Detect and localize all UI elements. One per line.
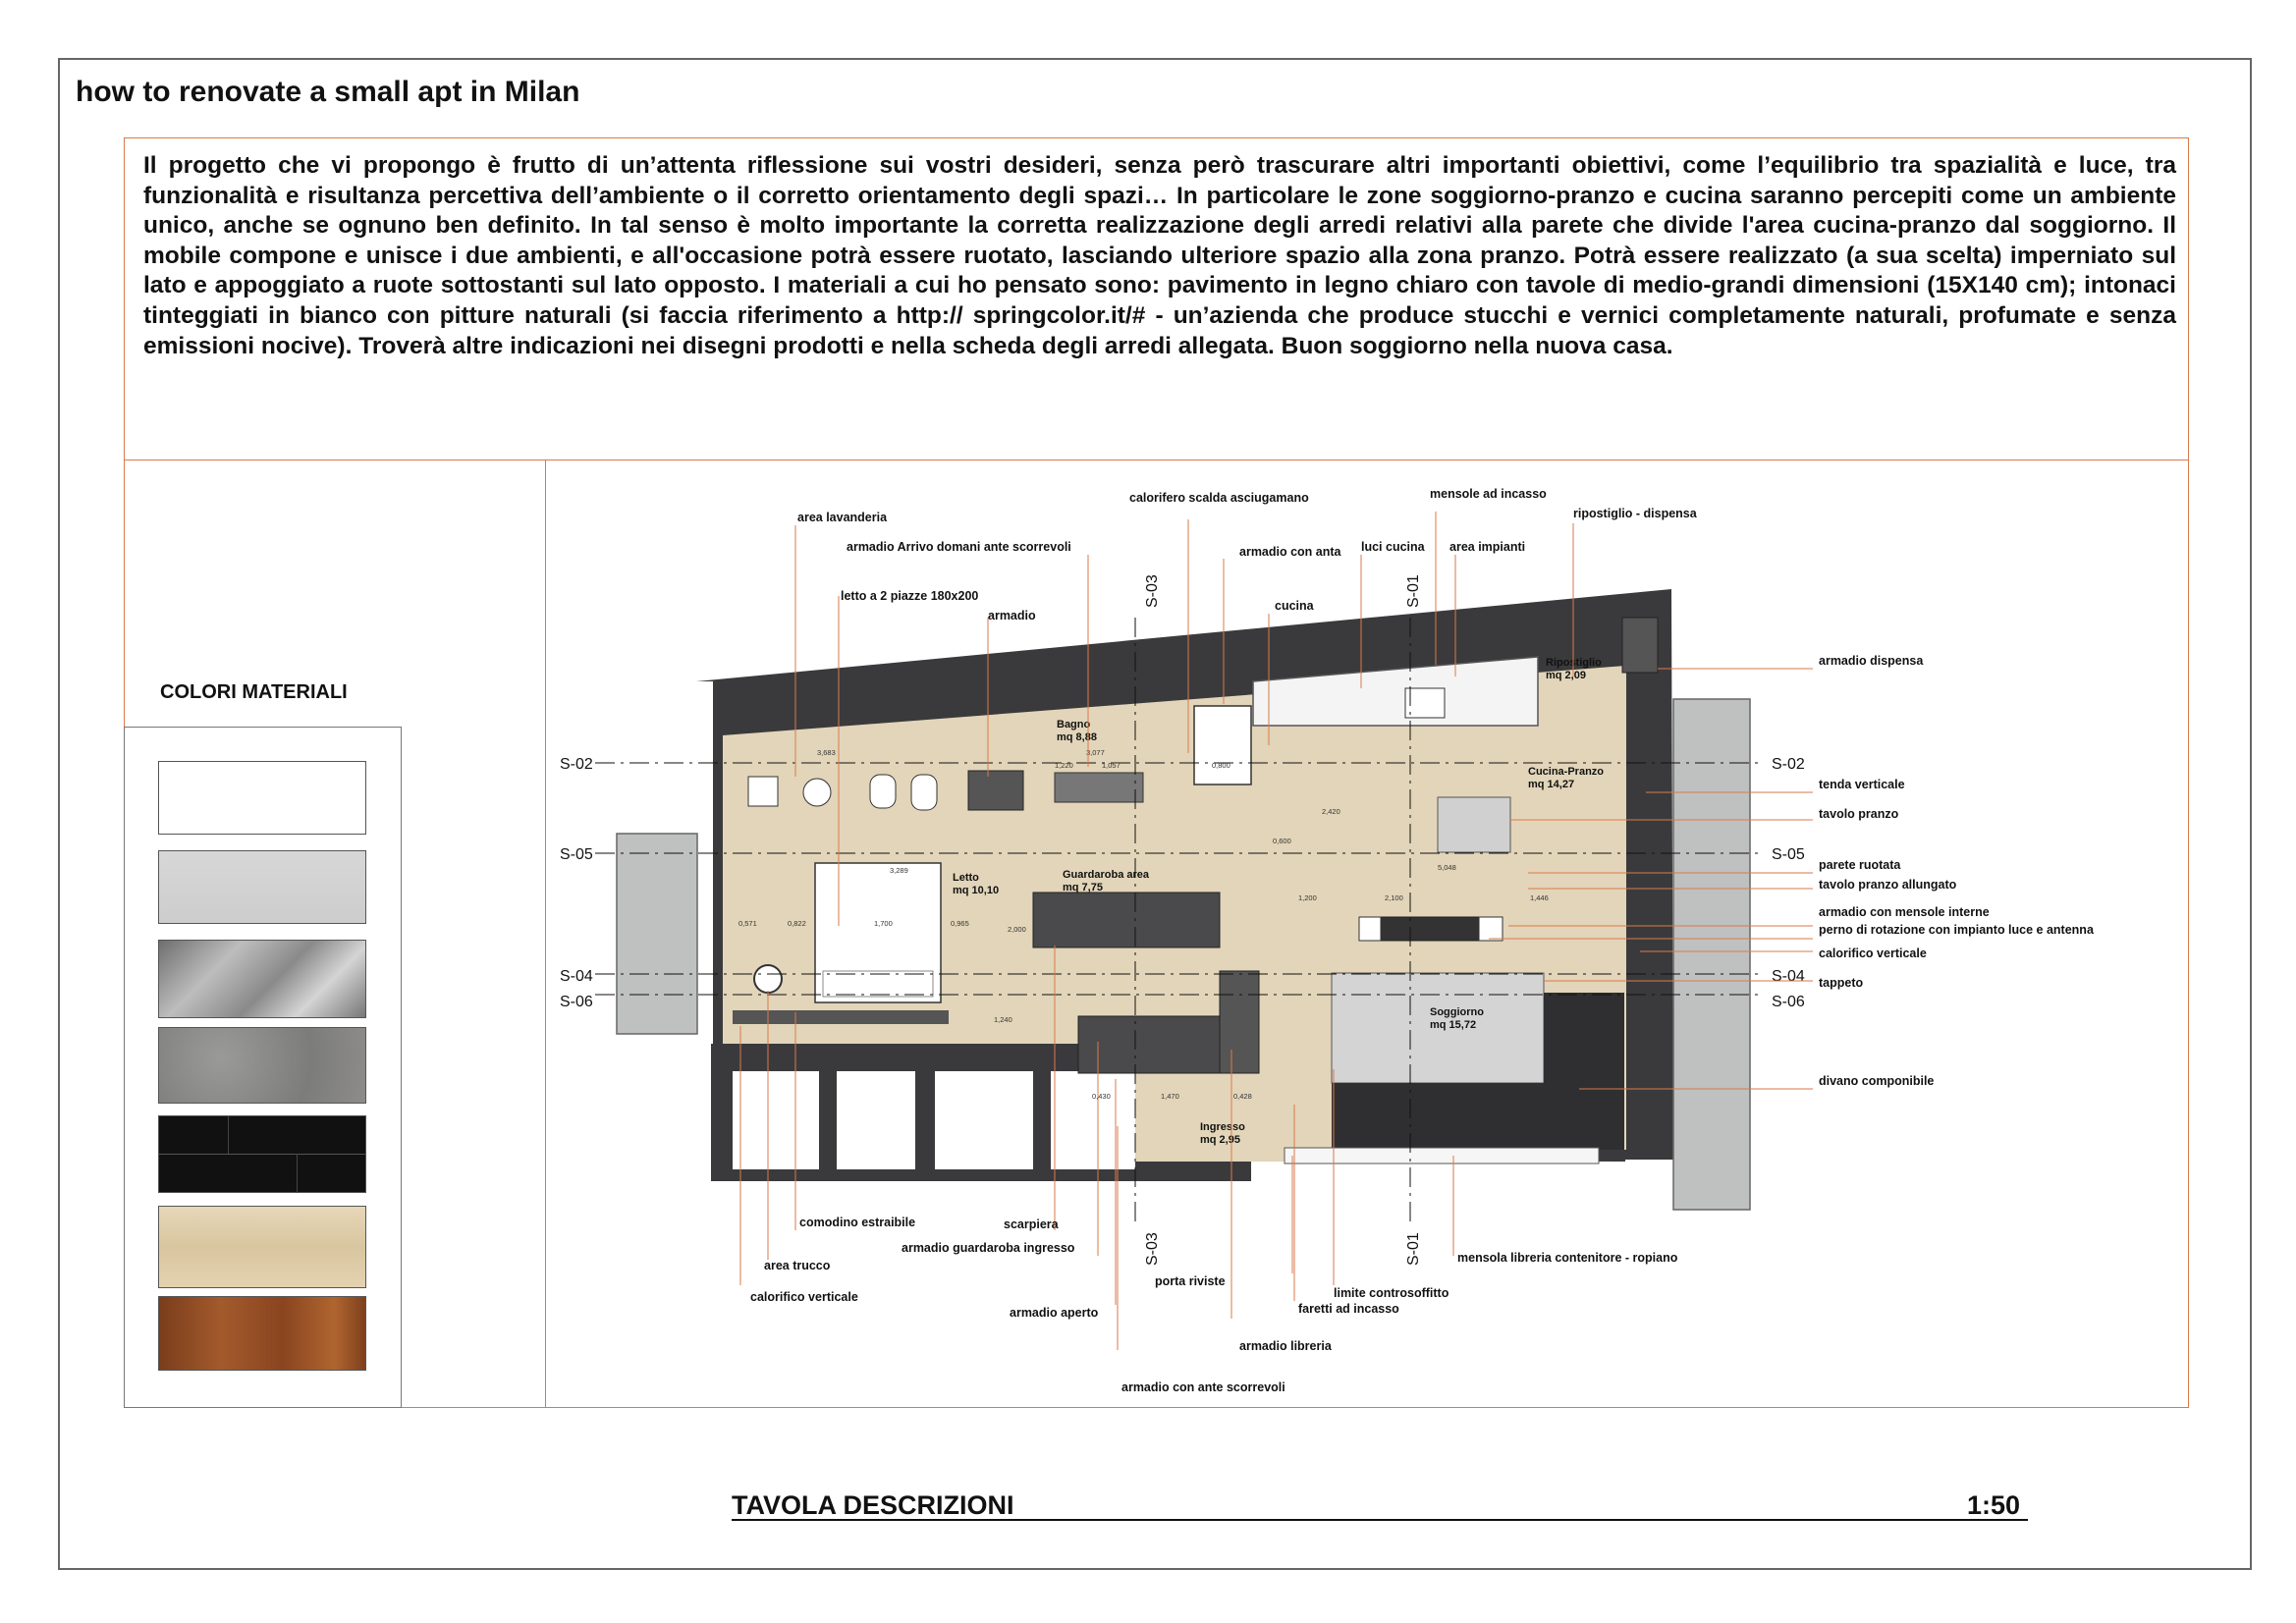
section-label-s05-right: S-05	[1772, 846, 1805, 863]
section-label-s04-right: S-04	[1772, 968, 1805, 985]
dim-1057: 1,057	[1102, 761, 1121, 770]
rotating-pivot	[1359, 917, 1381, 941]
label-calorifico-l: calorifico verticale	[750, 1290, 858, 1304]
materials-heading: COLORI MATERIALI	[160, 681, 348, 703]
room-ingresso: Ingresso	[1200, 1121, 1245, 1133]
dim-1470: 1,470	[1161, 1092, 1179, 1101]
dim-2420: 2,420	[1322, 807, 1340, 816]
room-letto: Letto	[953, 872, 979, 884]
dim-3289: 3,289	[890, 866, 908, 875]
rotating-end	[1479, 917, 1503, 941]
bidet	[870, 775, 896, 808]
section-label-s02-left: S-02	[560, 756, 593, 773]
dim-3683: 3,683	[817, 748, 836, 757]
room-guardaroba-area: mq 7,75	[1063, 882, 1103, 893]
bath-counter	[1055, 773, 1143, 802]
sofa-seat	[1332, 1083, 1624, 1150]
label-letto-piazze: letto a 2 piazze 180x200	[841, 589, 979, 603]
label-area-impianti: area impianti	[1449, 540, 1526, 554]
swatch-walnut	[158, 1296, 366, 1371]
dim-2000: 2,000	[1008, 925, 1026, 934]
niche-1	[733, 1071, 819, 1169]
label-cucina: cucina	[1275, 599, 1314, 613]
balcony-right	[1673, 699, 1750, 1210]
room-ingresso-area: mq 2,95	[1200, 1134, 1240, 1146]
section-label-s05-left: S-05	[560, 846, 593, 863]
label-ante-scorrevoli: armadio con ante scorrevoli	[1121, 1380, 1285, 1394]
bed-pillow	[823, 971, 933, 997]
swatch-light-oak	[158, 1206, 366, 1288]
label-armadio-mensole: armadio con mensole interne	[1819, 905, 1990, 919]
room-guardaroba: Guardaroba area	[1063, 869, 1150, 881]
label-luci-cucina: luci cucina	[1361, 540, 1425, 554]
section-label-s06-right: S-06	[1772, 994, 1805, 1010]
label-porta-riviste: porta riviste	[1155, 1274, 1226, 1288]
floor-plan	[546, 460, 2182, 1405]
label-mensole-incasso: mensole ad incasso	[1430, 487, 1547, 501]
room-soggiorno-area: mq 15,72	[1430, 1019, 1477, 1031]
pantry-cabinet	[1622, 618, 1658, 673]
label-calorifero-scalda: calorifero scalda asciugamano	[1129, 491, 1309, 505]
dim-5048: 5,048	[1438, 863, 1456, 872]
balcony-left	[617, 834, 697, 1034]
walk-in-wardrobe	[1033, 893, 1220, 947]
room-ripostiglio: Ripostiglio	[1546, 657, 1602, 669]
page-title: how to renovate a small apt in Milan	[76, 76, 580, 108]
dim-2100: 2,100	[1385, 893, 1403, 902]
label-scarpiera: scarpiera	[1004, 1217, 1059, 1231]
section-label-s02-right: S-02	[1772, 756, 1805, 773]
bath-cabinet	[968, 771, 1023, 810]
section-label-s06-left: S-06	[560, 994, 593, 1010]
label-area-trucco: area trucco	[764, 1259, 831, 1272]
room-letto-area: mq 10,10	[953, 885, 1000, 896]
washer-drum	[803, 779, 831, 806]
label-faretti: faretti ad incasso	[1298, 1302, 1399, 1316]
living-shelf	[1285, 1148, 1599, 1163]
dim-0430: 0,430	[1092, 1092, 1111, 1101]
label-tappeto: tappeto	[1819, 976, 1864, 990]
sheet-title: TAVOLA DESCRIZIONI	[732, 1490, 1014, 1520]
dim-1446: 1,446	[1530, 893, 1549, 902]
title-underline	[732, 1519, 2028, 1521]
washing-machine	[748, 777, 778, 806]
label-comodino: comodino estraibile	[799, 1216, 916, 1229]
dim-1240: 1,240	[994, 1015, 1012, 1024]
shower	[1194, 706, 1251, 784]
dim-0822: 0,822	[788, 919, 806, 928]
label-guardaroba: armadio guardaroba ingresso	[902, 1241, 1075, 1255]
swatch-black-tile	[158, 1115, 366, 1193]
swatch-white	[158, 761, 366, 835]
dim-3077: 3,077	[1086, 748, 1105, 757]
dim-1200: 1,200	[1298, 893, 1317, 902]
label-tavolo: tavolo pranzo	[1819, 807, 1899, 821]
section-label-s01-bottom: S-01	[1405, 1232, 1422, 1266]
swatch-concrete	[158, 1027, 366, 1104]
label-armadio: armadio	[988, 609, 1036, 622]
room-ripostiglio-area: mq 2,09	[1546, 670, 1586, 681]
niche-2	[837, 1071, 915, 1169]
section-label-s03-top: S-03	[1144, 574, 1161, 608]
plan-building	[617, 589, 1750, 1210]
toilet	[911, 775, 937, 810]
wardrobe-bedroom	[733, 1010, 949, 1024]
dim-0965: 0,965	[951, 919, 969, 928]
dim-0428: 0,428	[1233, 1092, 1252, 1101]
room-cucina-area: mq 14,27	[1528, 779, 1575, 790]
cooktop	[1405, 688, 1445, 718]
label-perno: perno di rotazione con impianto luce e antenna	[1819, 923, 2094, 937]
corridor-wardrobe	[1220, 971, 1259, 1073]
label-armadio-anta: armadio con anta	[1239, 545, 1341, 559]
dim-1700: 1,700	[874, 919, 893, 928]
label-tavolo-allungato: tavolo pranzo allungato	[1819, 878, 1957, 892]
label-divano: divano componibile	[1819, 1074, 1935, 1088]
label-armadio-aperto: armadio aperto	[1010, 1306, 1099, 1320]
section-label-s03-bottom: S-03	[1144, 1232, 1161, 1266]
label-armadio-arrivo: armadio Arrivo domani ante scorrevoli	[847, 540, 1071, 554]
niche-4	[1051, 1071, 1135, 1169]
dim-0600: 0,600	[1273, 837, 1291, 845]
label-ripostiglio: ripostiglio - dispensa	[1573, 507, 1697, 520]
label-calorifico-r: calorifico verticale	[1819, 947, 1927, 960]
vanity-stool	[754, 965, 782, 993]
label-armadio-dispensa: armadio dispensa	[1819, 654, 1924, 668]
dim-0571: 0,571	[738, 919, 757, 928]
room-cucina: Cucina-Pranzo	[1528, 766, 1605, 778]
room-bagno: Bagno	[1057, 719, 1091, 730]
label-limite: limite controsoffitto	[1334, 1286, 1449, 1300]
dim-1220: 1,220	[1055, 761, 1073, 770]
section-label-s04-left: S-04	[560, 968, 593, 985]
dim-0800: 0,800	[1212, 761, 1230, 770]
section-label-s01-top: S-01	[1405, 574, 1422, 608]
swatch-light-grey	[158, 850, 366, 924]
label-tenda: tenda verticale	[1819, 778, 1905, 791]
niche-3	[935, 1071, 1033, 1169]
label-armadio-libreria: armadio libreria	[1239, 1339, 1332, 1353]
entry-wardrobe	[1078, 1016, 1220, 1073]
label-mensola-libreria: mensola libreria contenitore - ropiano	[1457, 1251, 1678, 1265]
project-description: Il progetto che vi propongo è frutto di un’attenta riflessione sui vostri desideri, senza però trascurare altri importanti obiettivi, come l’equilibrio tra spazialità e luce, tra funzionalità e risultanza percettiva dell’ambiente o il corretto orientamento degli spazi… In particolare le zone soggiorno-pranzo e cucina saranno percepiti come un ambiente unico, anche se ognuno ben definito. In tal senso è molto importante la corretta realizzazione degli arredi relativi alla parete che divide l'area cucina-pranzo dal soggiorno. Il mobile compone e unisce i due ambienti, e all'occasione potrà essere ruotato, lasciando ulteriore spazio alla zona pranzo. Potrà essere realizzato (a sua scelta) imperniato sul lato e appoggiato a ruote sottostanti sul lato opposto. I materiali a cui ho pensato sono: pavimento in legno chiaro con tavole di medio-grandi dimensioni (15X140 cm); intonaci tinteggiati in bianco con pitture naturali (si faccia riferimento a http:// springcolor.it/# - un’azienda che produce stucchi e vernici completamente naturali, profumate e senza emissioni nocive). Troverà altre indicazioni nei disegni prodotti e nella scheda degli arredi allegata. Buon soggiorno nella nuova casa.	[143, 152, 2176, 359]
scale-label: 1:50	[1967, 1490, 2021, 1520]
label-parete: parete ruotata	[1819, 858, 1901, 872]
room-soggiorno: Soggiorno	[1430, 1006, 1484, 1018]
label-area-lavanderia: area lavanderia	[797, 511, 888, 524]
swatch-brushed-steel	[158, 940, 366, 1018]
room-bagno-area: mq 8,88	[1057, 731, 1097, 743]
dining-table	[1438, 797, 1510, 852]
